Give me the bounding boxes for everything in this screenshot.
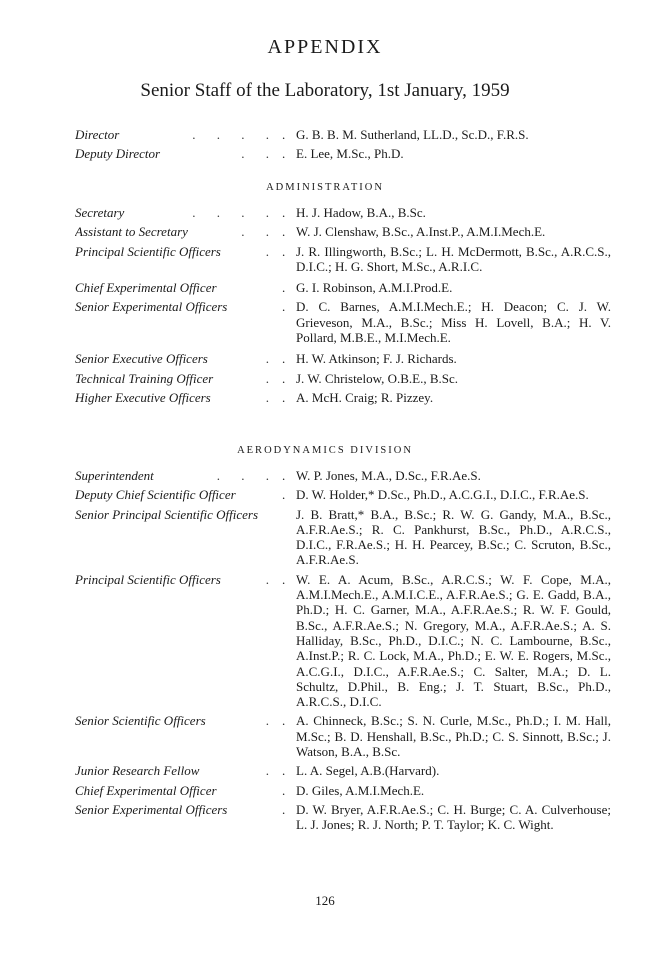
staff-names: W. J. Clenshaw, B.Sc., A.Inst.P., A.M.I.Mech.E.: [296, 224, 546, 240]
staff-entry: Technical Training Officer . . J. W. Christelow, O.B.E., B.Sc.: [75, 370, 459, 386]
staff-names: H. J. Hadow, B.A., B.Sc.: [296, 205, 426, 220]
leader-dots: .: [265, 351, 278, 367]
staff-names: G. I. Robinson, A.M.I.Prod.E.: [296, 280, 453, 296]
staff-role: Deputy Chief Scientific Officer: [75, 487, 236, 503]
staff-role: Technical Training Officer: [75, 370, 214, 386]
staff-names: A. Chinneck, B.Sc.; S. N. Curle, M.Sc., Ph.D.; I. M. Hall, M.Sc.; B. D. Henshall, B.Sc., Ph.D.; C. S. Sinnott, B.Sc.; J. Watson, B.A., B.Sc.: [296, 713, 611, 760]
staff-entry: Junior Research Fellow . . L. A. Segel, A.B.(Harvard).: [75, 763, 440, 779]
staff-names: A. McH. Craig; R. Pizzey.: [296, 389, 434, 405]
staff-entry: Chief Experimental Officer . D. Giles, A.M.I.Mech.E.: [75, 782, 425, 798]
staff-names: G. B. B. M. Sutherland, LL.D., Sc.D., F.R.S.: [296, 127, 529, 142]
section-heading-aerodynamics: AERODYNAMICS DIVISION: [237, 445, 413, 456]
leader-dots: . . . .: [192, 205, 278, 220]
page-title: APPENDIX: [267, 36, 383, 58]
staff-role: Senior Executive Officers: [75, 351, 208, 367]
leader-dots: .: [265, 243, 278, 259]
leader-dots: .: [265, 763, 278, 779]
staff-role: Chief Experimental Officer: [75, 280, 217, 296]
staff-names: D. C. Barnes, A.M.I.Mech.E.; H. Deacon; C. J. W. Grieveson, M.A., B.Sc.; Miss H. Lovell, B.A.; H. V. Pollard, M.B.E., M.I.Mech.E.: [296, 299, 611, 346]
staff-entry: Senior Scientific Officers . . A. Chinneck, B.Sc.; S. N. Curle, M.Sc., Ph.D.; I. M. Hall, M.Sc.; B. D. Henshall, B.Sc., Ph.D.; C. S. Sinnott, B.Sc.; J. Watson, B.A., B.Sc.: [75, 713, 611, 760]
staff-names: W. E. A. Acum, B.Sc., A.R.C.S.; W. F. Cope, M.A., A.M.I.Mech.E., A.M.I.C.E., A.F.R.Ae.S.; G. E. Gadd, B.A., Ph.D.; H. C. Garner, M.A., A.F.R.Ae.S.; R. W. F. Gould, B.Sc., A.F.R.Ae.S.; N. Gregory, M.A., A.F.R.Ae.S.; A. S. Halliday, B.Sc., Ph.D., D.I.C.; N. C. Lambourne, B.Sc., A.Inst.P.; R. C. Lock, M.A., Ph.D.; E. W. E. Rogers, M.Sc., A.C.G.I., D.I.C., A.F.R.Ae.S.; C. Salter, M.A.; D. L. Schultz, D.Phil., B. Eng.; J. T. Stuart, B.Sc., Ph.D., A.R.C.S., D.I.C.: [296, 571, 611, 710]
staff-role: Director: [75, 127, 120, 142]
leader-dots: . .: [241, 146, 278, 162]
staff-role: Senior Experimental Officers: [75, 299, 228, 315]
staff-names: D. W. Bryer, A.F.R.Ae.S.; C. H. Burge; C. A. Culverhouse; L. J. Jones; R. J. North; P. T. Taylor; K. C. Wight.: [296, 801, 611, 833]
leader-dots: .: [265, 571, 278, 587]
staff-entry: Higher Executive Officers . . A. McH. Craig; R. Pizzey.: [75, 389, 434, 405]
staff-names: E. Lee, M.Sc., Ph.D.: [296, 146, 404, 162]
staff-role: Senior Scientific Officers: [75, 713, 206, 729]
top-entries: [75, 127, 611, 162]
leader-dots: . . .: [216, 468, 278, 483]
staff-entry: Assistant to Secretary . . . W. J. Clenshaw, B.Sc., A.Inst.P., A.M.I.Mech.E.: [75, 224, 546, 240]
staff-names: J. B. Bratt,* B.A., B.Sc.; R. W. G. Gandy, M.A., B.Sc., A.F.R.Ae.S.; R. C. Pankhurst, B.Sc., Ph.D., A.R.C.S., D.I.C., F.R.Ae.S.; H. H. Pearcey, B.Sc.; C. Scruton, B.Sc., A.F.R.Ae.S.: [296, 506, 611, 568]
aerodynamics-entries: [75, 468, 611, 833]
administration-entries: [75, 205, 611, 405]
staff-entry: Senior Experimental Officers . D. C. Barnes, A.M.I.Mech.E.; H. Deacon; C. J. W. Grieveson, M.A., B.Sc.; Miss H. Lovell, B.A.; H. V. Pollard, M.B.E., M.I.Mech.E.: [75, 299, 611, 346]
leader-dots: .: [265, 389, 278, 405]
staff-entry: Principal Scientific Officers . . W. E. A. Acum, B.Sc., A.R.C.S.; W. F. Cope, M.A., A.M.I.Mech.E., A.M.I.C.E., A.F.R.Ae.S.; G. E. Gadd, B.A., Ph.D.; H. C. Garner, M.A., A.F.R.Ae.S.; R. W. F. Gould, B.Sc., A.F.R.Ae.S.; N. Gregory, M.A., A.F.R.Ae.S.; A. S. Halliday, B.Sc., Ph.D., D.I.C.; N. C. Lambourne, B.Sc., A.Inst.P.; R. C. Lock, M.A., Ph.D.; E. W. E. Rogers, M.Sc., A.C.G.I., D.I.C., A.F.R.Ae.S.; C. Salter, M.A.; D. L. Schultz, D.Phil., B. Eng.; J. T. Stuart, B.Sc., Ph.D., A.R.C.S., D.I.C.: [75, 571, 611, 710]
staff-role: Junior Research Fellow: [75, 763, 200, 779]
staff-role: Higher Executive Officers: [75, 389, 211, 405]
staff-entry: Principal Scientific Officers . . J. R. Illingworth, B.Sc.; L. H. McDermott, B.Sc., A.R.C.S., D.I.C.; H. G. Short, M.Sc., A.R.I.C.: [75, 243, 611, 274]
page-number: 126: [315, 893, 335, 908]
staff-entry: Senior Executive Officers . . H. W. Atkinson; F. J. Richards.: [75, 351, 457, 367]
staff-entry: Superintendent . . . . W. P. Jones, M.A., D.Sc., F.R.Ae.S.: [75, 468, 481, 483]
section-heading-administration: ADMINISTRATION: [266, 182, 384, 193]
staff-role: Principal Scientific Officers: [75, 243, 221, 259]
staff-role: Deputy Director: [75, 146, 161, 162]
staff-names: D. W. Holder,* D.Sc., Ph.D., A.C.G.I., D.I.C., F.R.Ae.S.: [296, 487, 589, 503]
staff-entry: Director . . . . . G. B. B. M. Sutherland, LL.D., Sc.D., F.R.S.: [75, 127, 529, 142]
leader-dots: .: [265, 713, 278, 729]
staff-role: Chief Experimental Officer: [75, 782, 217, 798]
staff-entry: Senior Experimental Officers . D. W. Bryer, A.F.R.Ae.S.; C. H. Burge; C. A. Culverhouse; L. J. Jones; R. J. North; P. T. Taylor; K. C. Wight.: [75, 801, 611, 833]
staff-role: Principal Scientific Officers: [75, 571, 221, 587]
staff-names: L. A. Segel, A.B.(Harvard).: [296, 763, 440, 779]
staff-entry: [75, 507, 611, 568]
staff-entry: Deputy Director . . . E. Lee, M.Sc., Ph.D.: [75, 146, 404, 162]
leader-dots: .: [265, 370, 278, 386]
staff-role: Senior Experimental Officers: [75, 801, 228, 817]
page-subtitle: Senior Staff of the Laboratory, 1st January, 1959: [140, 80, 510, 101]
staff-names: W. P. Jones, M.A., D.Sc., F.R.Ae.S.: [296, 468, 481, 483]
staff-entry: Deputy Chief Scientific Officer . D. W. Holder,* D.Sc., Ph.D., A.C.G.I., D.I.C., F.R.Ae.S.: [75, 487, 589, 503]
leader-dots: . . . .: [192, 127, 278, 142]
leader-dots: . .: [241, 224, 278, 240]
staff-entry: Secretary . . . . . H. J. Hadow, B.A., B.Sc.: [75, 205, 426, 220]
staff-names: H. W. Atkinson; F. J. Richards.: [296, 351, 457, 367]
staff-entry: Chief Experimental Officer . G. I. Robinson, A.M.I.Prod.E.: [75, 280, 453, 296]
staff-names: J. W. Christelow, O.B.E., B.Sc.: [296, 370, 459, 386]
staff-names: J. R. Illingworth, B.Sc.; L. H. McDermott, B.Sc., A.R.C.S., D.I.C.; H. G. Short, M.Sc., A.R.I.C.: [296, 243, 611, 274]
staff-role: Senior Principal Scientific Officers: [75, 506, 259, 522]
staff-role: Secretary: [75, 205, 125, 220]
staff-role: Superintendent: [75, 468, 154, 483]
staff-role: Assistant to Secretary: [75, 224, 188, 240]
staff-names: D. Giles, A.M.I.Mech.E.: [296, 782, 425, 798]
